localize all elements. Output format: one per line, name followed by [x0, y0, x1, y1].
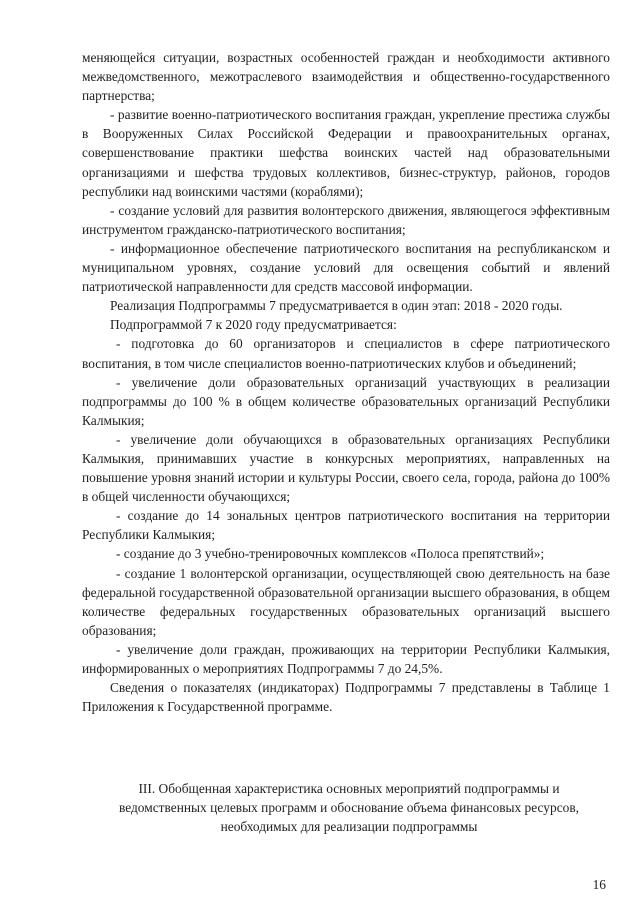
- paragraph-continuation: меняющейся ситуации, возрастных особенностей граждан и необходимости активного межведомственного, межотраслевого взаимодействия и общественно-государственного партнерства;: [82, 50, 610, 104]
- paragraph-expected-results: Подпрограммой 7 к 2020 году предусматривается:: [110, 317, 397, 333]
- paragraph-training-organizers: - подготовка до 60 организаторов и специалистов в сфере патриотического воспитания, в том числе специалистов военно-патриотических клубов и объединений;: [82, 336, 610, 371]
- page-number: 16: [592, 877, 606, 892]
- section-heading: [96, 779, 602, 836]
- paragraph-volunteer-conditions: - создание условий для развития волонтерского движения, являющегося эффективным инструментом гражданско-патриотического воспитания;: [82, 202, 610, 237]
- paragraph-share-organizations: - увеличение доли образовательных организаций участвующих в реализации подпрограммы до 100 % в общем количестве образовательных организаций Республики Калмыкия;: [82, 374, 610, 428]
- paragraph-implementation-stage: Реализация Подпрограммы 7 предусматривается в один этап: 2018 - 2020 годы.: [110, 298, 563, 314]
- section-heading-text: III. Обобщенная характеристика основных мероприятий подпрограммы и ведомственных целевых программ и обоснование объема финансовых ресурсов, необходимых для реализации подпрограммы: [118, 781, 579, 835]
- body-text: [82, 48, 610, 716]
- paragraph-volunteer-organization: - создание 1 волонтерской организации, осуществляющей свою деятельность на базе федеральной государственной образовательной организации высшего образования, в общем количестве федеральных государственных образовательных организаций высшего образования;: [82, 565, 610, 638]
- paragraph-informed-citizens: - увеличение доли граждан, проживающих на территории Республики Калмыкия, информированных о мероприятиях Подпрограммы 7 до 24,5%.: [82, 641, 610, 676]
- paragraph-information-support: - информационное обеспечение патриотического воспитания на республиканском и муниципальном уровнях, создание условий для освещения событий и явлений патриотической направленности для средств массовой информации.: [82, 240, 610, 295]
- paragraph-training-complexes: - создание до 3 учебно-тренировочных комплексов «Полоса препятствий»;: [116, 546, 545, 562]
- paragraph-military-patriotic: - развитие военно-патриотического воспитания граждан, укрепление престижа службы в Вооруженных Силах Российской Федерации и правоохранительных органах, совершенствование практики шефства воинских частей над образовательными организациями и шефства трудовых коллективов, бизнес-структур, районов, городов республики над воинскими частями (кораблями);: [82, 107, 610, 199]
- paragraph-indicators-reference: Сведения о показателях (индикаторах) Подпрограммы 7 представлены в Таблице 1 Приложения к Государственной программе.: [82, 680, 610, 715]
- paragraph-zonal-centers: - создание до 14 зональных центров патриотического воспитания на территории Республики Калмыкия;: [82, 508, 610, 543]
- paragraph-share-students: - увеличение доли обучающихся в образовательных организациях Республики Калмыкия, принимавших участие в конкурсных мероприятиях, направленных на повышение уровня знаний истории и культуры России, своего села, города, района до 100% в общей численности обучающихся;: [82, 431, 610, 505]
